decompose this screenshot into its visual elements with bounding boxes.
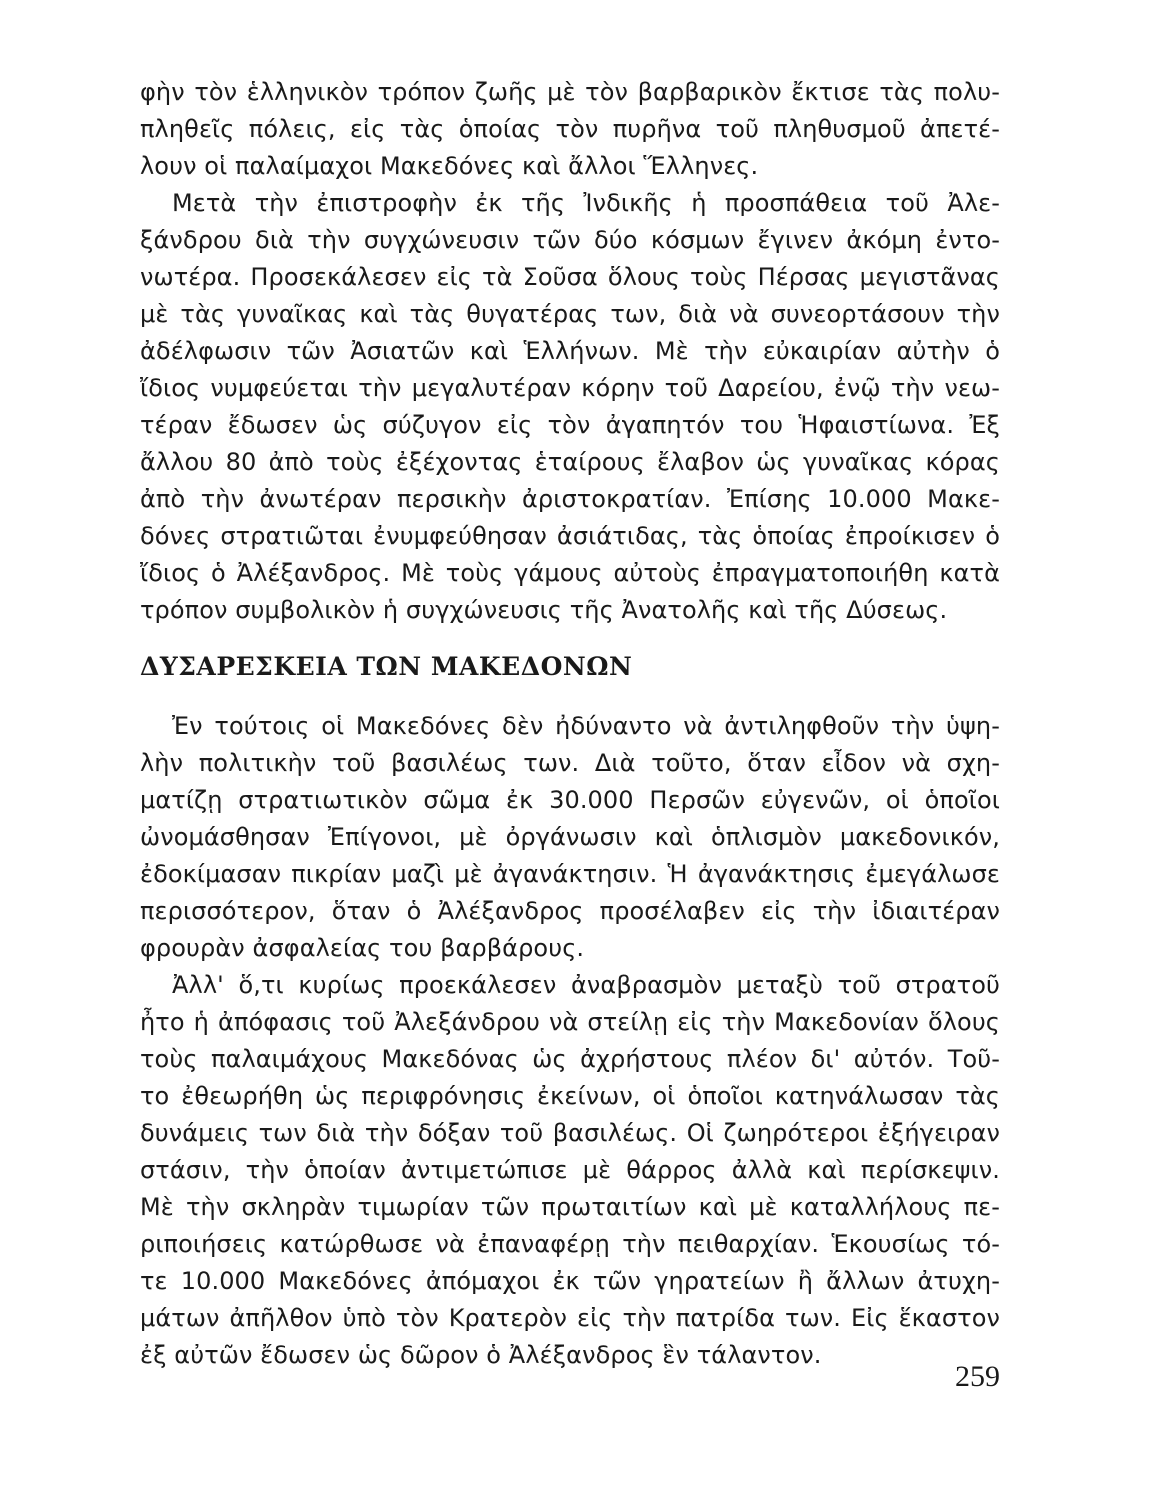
text-line: τε 10.000 Μακεδόνες ἀπόμαχοι ἐκ τῶν γηρατείων ἢ ἄλλων ἀτυχη- bbox=[140, 1267, 1000, 1295]
text-line: μὲ τὰς γυναῖκας καὶ τὰς θυγατέρας των, διὰ νὰ συνεορτάσουν τὴν bbox=[140, 300, 1000, 328]
text-line: ἴδιος ὁ Ἀλέξανδρος. Μὲ τοὺς γάμους αὐτοὺς ἐπραγματοποιήθη κατὰ bbox=[140, 559, 1000, 587]
text-line: ἀδέλφωσιν τῶν Ἀσιατῶν καὶ Ἑλλήνων. Μὲ τὴν εὐκαιρίαν αὐτὴν ὁ bbox=[140, 337, 1000, 365]
paragraph-veterans bbox=[140, 967, 1000, 1374]
text-line: δυνάμεις των διὰ τὴν δόξαν τοῦ βασιλέως. Οἱ ζωηρότεροι ἐξήγειραν bbox=[140, 1119, 1000, 1147]
text-block-top bbox=[140, 74, 1000, 629]
page-number: 259 bbox=[955, 1360, 1000, 1393]
text-block-bottom bbox=[140, 708, 1000, 1374]
text-line: λὴν πολιτικὴν τοῦ βασιλέως των. Διὰ τοῦτο, ὅταν εἶδον νὰ σχη- bbox=[140, 749, 1000, 777]
text-line: φρουρὰν ἀσφαλείας του βαρβάρους. bbox=[140, 934, 585, 962]
text-line: ὠνομάσθησαν Ἐπίγονοι, μὲ ὀργάνωσιν καὶ ὁπλισμὸν μακεδονικόν, bbox=[140, 823, 1000, 851]
text-line: Ἀλλ' ὅ,τι κυρίως προεκάλεσεν ἀναβρασμὸν μεταξὺ τοῦ στρατοῦ bbox=[172, 971, 1000, 999]
text-line: ματίζῃ στρατιωτικὸν σῶμα ἐκ 30.000 Περσῶν εὐγενῶν, οἱ ὁποῖοι bbox=[140, 786, 1000, 814]
text-line: τέραν ἔδωσεν ὡς σύζυγον εἰς τὸν ἀγαπητόν του Ἡφαιστίωνα. Ἐξ bbox=[140, 411, 1000, 439]
text-line: πληθεῖς πόλεις, εἰς τὰς ὁποίας τὸν πυρῆνα τοῦ πληθυσμοῦ ἀπετέ- bbox=[140, 115, 1000, 143]
text-line: τρόπον συμβολικὸν ἡ συγχώνευσις τῆς Ἀνατολῆς καὶ τῆς Δύσεως. bbox=[140, 596, 948, 624]
text-line: τοὺς παλαιμάχους Μακεδόνας ὡς ἀχρήστους πλέον δι' αὐτόν. Τοῦ- bbox=[140, 1045, 1000, 1073]
text-line: Μὲ τὴν σκληρὰν τιμωρίαν τῶν πρωταιτίων καὶ μὲ καταλλήλους πε- bbox=[140, 1193, 1000, 1221]
paragraph-fusion-of-worlds bbox=[140, 185, 1000, 629]
section-heading: ΔΥΣΑΡΕΣΚΕΙΑ ΤΩΝ ΜΑΚΕΔΟΝΩΝ bbox=[140, 652, 633, 681]
paragraph-continuation bbox=[140, 74, 1000, 185]
text-line: ἴδιος νυμφεύεται τὴν μεγαλυτέραν κόρην τοῦ Δαρείου, ἐνῷ τὴν νεω- bbox=[140, 374, 1000, 402]
text-line: δόνες στρατιῶται ἐνυμφεύθησαν ἀσιάτιδας, τὰς ὁποίας ἐπροίκισεν ὁ bbox=[140, 522, 1000, 550]
text-line: περισσότερον, ὅταν ὁ Ἀλέξανδρος προσέλαβεν εἰς τὴν ἰδιαιτέραν bbox=[140, 897, 1000, 925]
text-line: Ἐν τούτοις οἱ Μακεδόνες δὲν ἠδύναντο νὰ ἀντιληφθοῦν τὴν ὑψη- bbox=[172, 712, 1000, 740]
text-line: Μετὰ τὴν ἐπιστροφὴν ἐκ τῆς Ἰνδικῆς ἡ προσπάθεια τοῦ Ἀλε- bbox=[172, 189, 1000, 217]
text-line: νωτέρα. Προσεκάλεσεν εἰς τὰ Σοῦσα ὅλους τοὺς Πέρσας μεγιστᾶνας bbox=[140, 263, 1000, 291]
text-line: ἐδοκίμασαν πικρίαν μαζὶ μὲ ἀγανάκτησιν. Ἡ ἀγανάκτησις ἐμεγάλωσε bbox=[140, 860, 1000, 888]
text-line: ἀπὸ τὴν ἀνωτέραν περσικὴν ἀριστοκρατίαν. Ἐπίσης 10.000 Μακε- bbox=[140, 485, 1000, 513]
text-line: ριποιήσεις κατώρθωσε νὰ ἐπαναφέρῃ τὴν πειθαρχίαν. Ἑκουσίως τό- bbox=[140, 1230, 1000, 1258]
text-line: το ἐθεωρήθη ὡς περιφρόνησις ἐκείνων, οἱ ὁποῖοι κατηνάλωσαν τὰς bbox=[140, 1082, 1000, 1110]
text-line: μάτων ἀπῆλθον ὑπὸ τὸν Κρατερὸν εἰς τὴν πατρίδα των. Εἰς ἕκαστον bbox=[140, 1304, 1000, 1332]
text-line: ἄλλου 80 ἀπὸ τοὺς ἐξέχοντας ἑταίρους ἔλαβον ὡς γυναῖκας κόρας bbox=[140, 448, 1000, 476]
text-line: ξάνδρου διὰ τὴν συγχώνευσιν τῶν δύο κόσμων ἔγινεν ἀκόμη ἐντο- bbox=[140, 226, 1000, 254]
text-line: στάσιν, τὴν ὁποίαν ἀντιμετώπισε μὲ θάρρος ἀλλὰ καὶ περίσκεψιν. bbox=[140, 1156, 1000, 1184]
text-line: φὴν τὸν ἑλληνικὸν τρόπον ζωῆς μὲ τὸν βαρβαρικὸν ἔκτισε τὰς πολυ- bbox=[140, 78, 1000, 106]
paragraph-epigonoi bbox=[140, 708, 1000, 967]
text-line: ἐξ αὐτῶν ἔδωσεν ὡς δῶρον ὁ Ἀλέξανδρος ἓν τάλαντον. bbox=[140, 1341, 822, 1369]
text-line: λουν οἱ παλαίμαχοι Μακεδόνες καὶ ἄλλοι Ἕλληνες. bbox=[140, 152, 759, 180]
text-line: ἦτο ἡ ἀπόφασις τοῦ Ἀλεξάνδρου νὰ στείλῃ εἰς τὴν Μακεδονίαν ὅλους bbox=[140, 1008, 1000, 1036]
